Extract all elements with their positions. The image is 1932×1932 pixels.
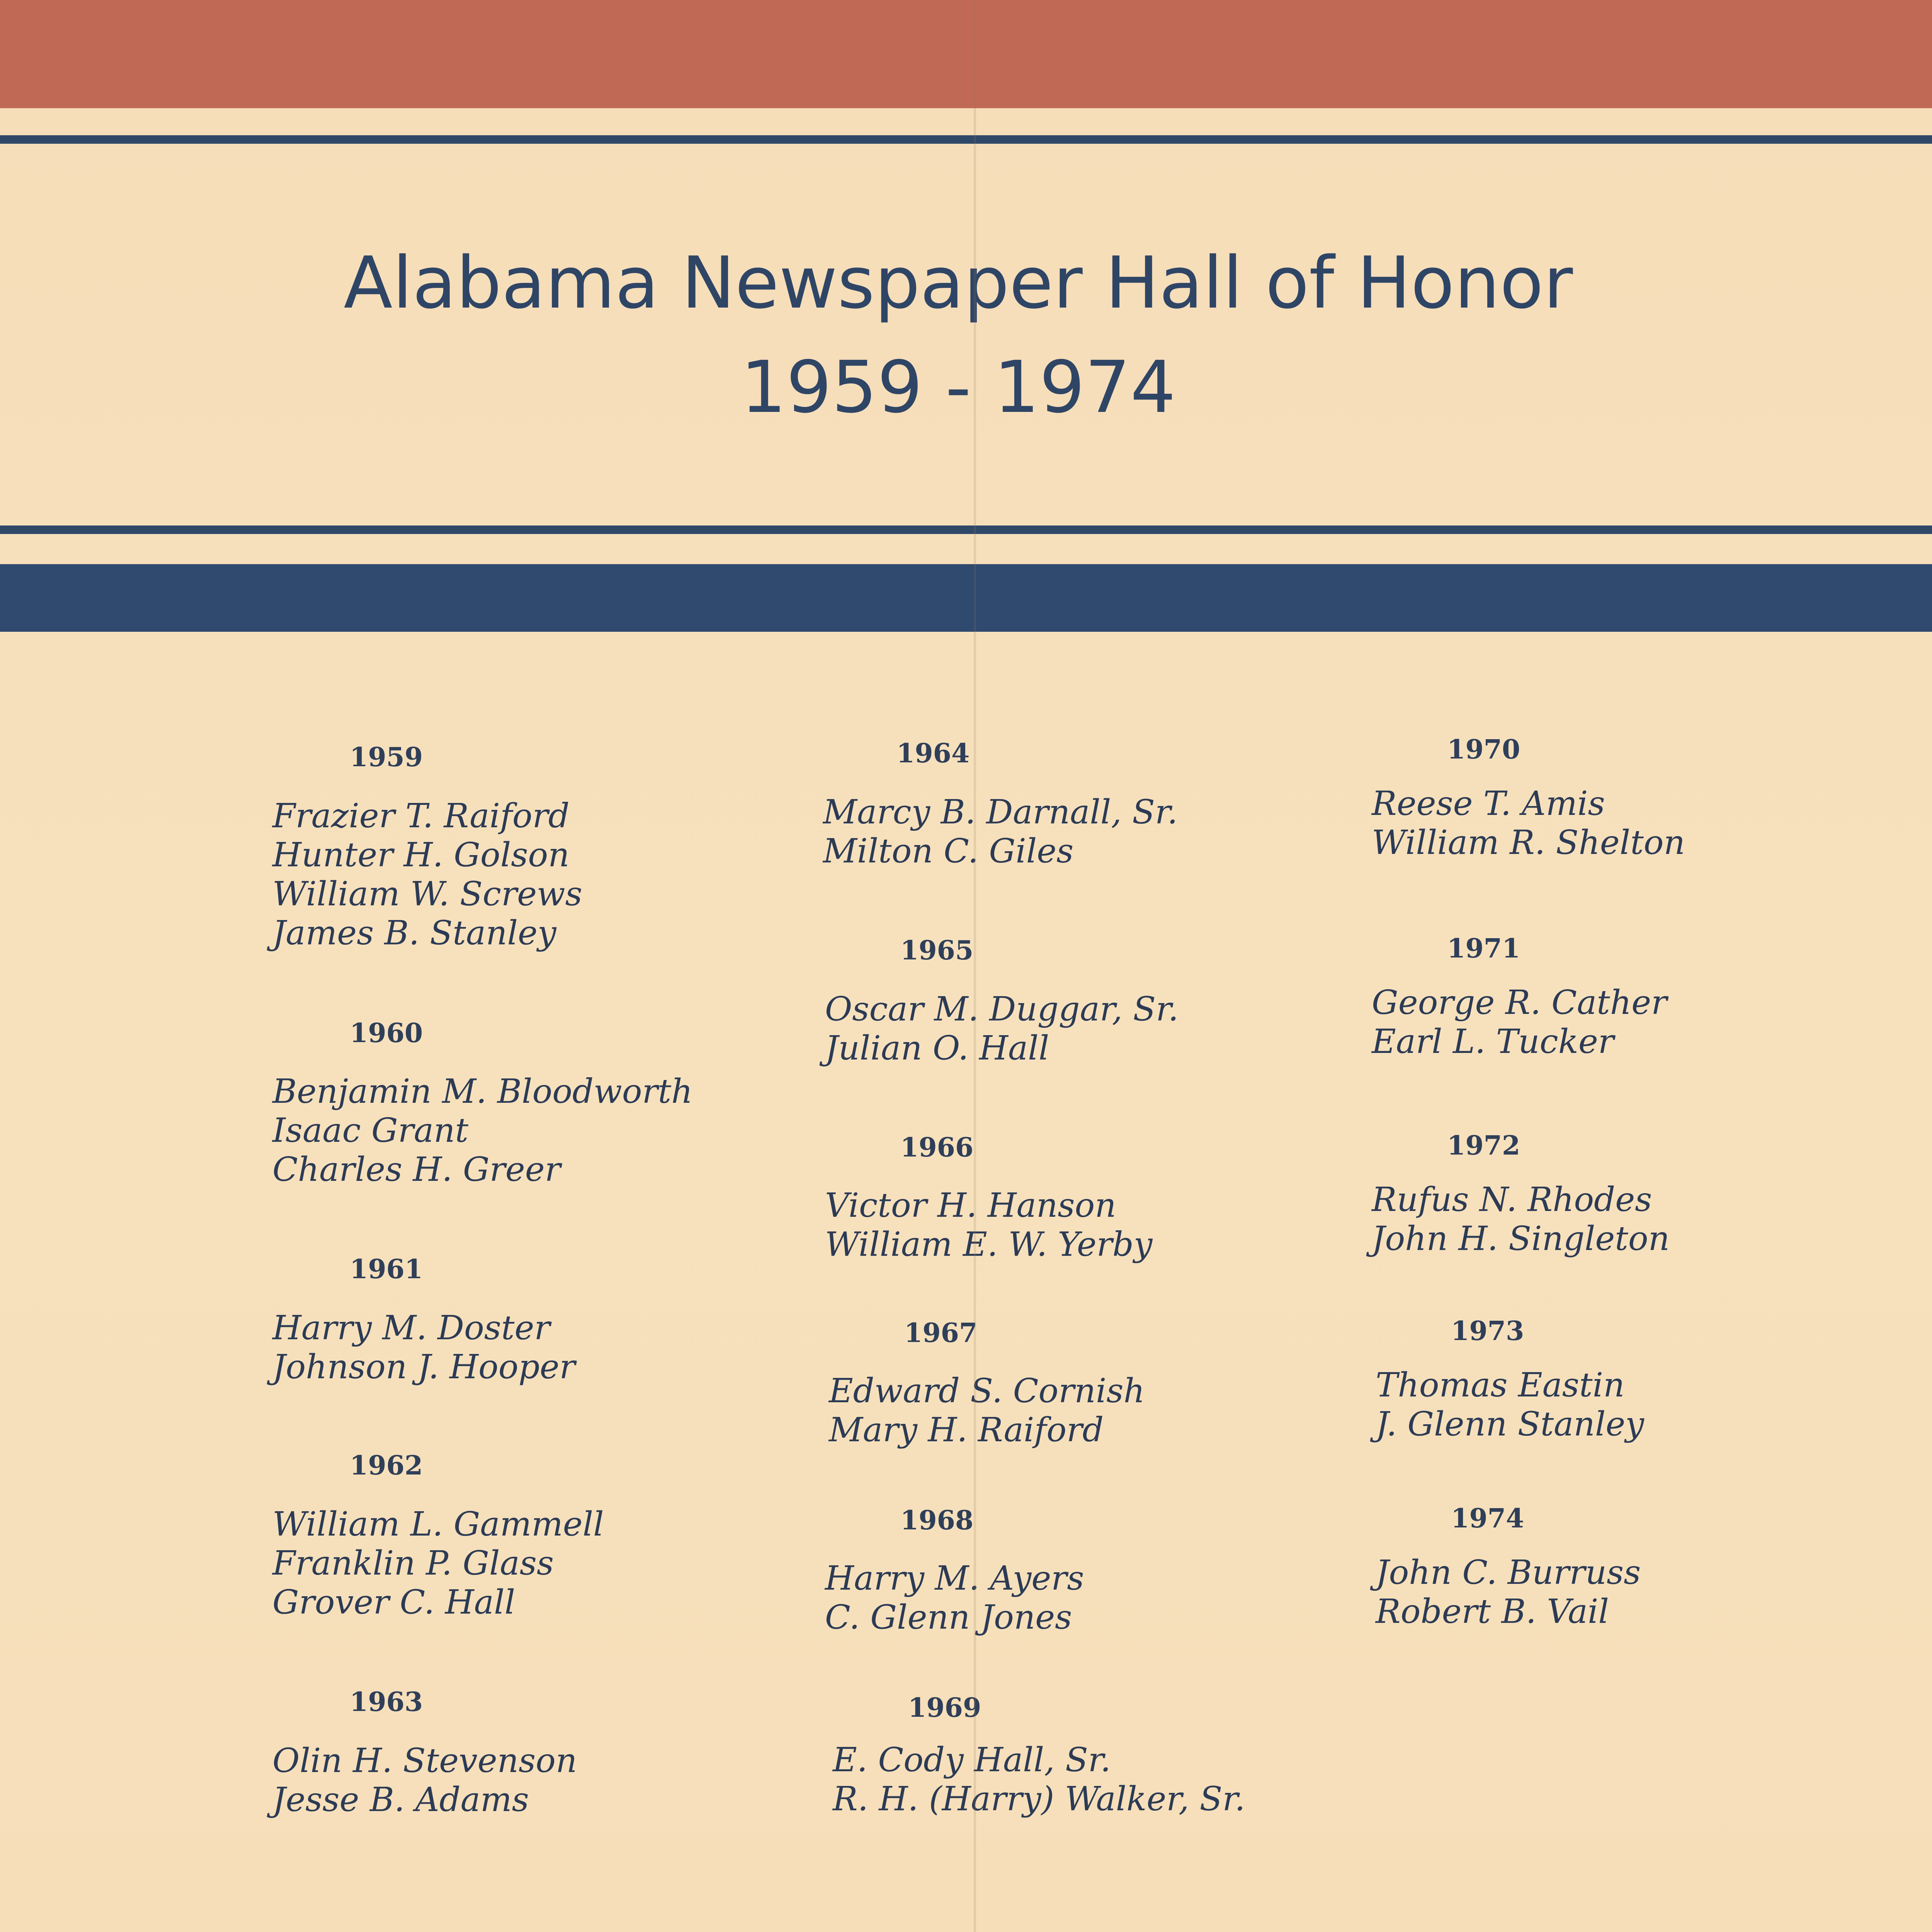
year-heading: 1963 bbox=[350, 1687, 423, 1718]
inductee-name: John H. Singleton bbox=[1372, 1219, 1670, 1258]
year-heading: 1961 bbox=[350, 1254, 423, 1285]
year-heading: 1965 bbox=[900, 935, 974, 966]
inductee-name: George R. Cather bbox=[1372, 983, 1667, 1022]
year-heading: 1974 bbox=[1451, 1503, 1524, 1534]
middle-rule bbox=[0, 526, 1932, 534]
inductee-name: William E. W. Yerby bbox=[825, 1225, 1153, 1264]
name-list bbox=[823, 793, 1178, 871]
inductee-name: Earl L. Tucker bbox=[1372, 1022, 1614, 1061]
name-list bbox=[825, 1186, 1153, 1264]
document-title: Alabama Newspaper Hall of Honor bbox=[344, 241, 1573, 325]
inductee-name: James B. Stanley bbox=[272, 914, 556, 952]
inductee-name: Milton C. Giles bbox=[823, 832, 1074, 871]
name-list bbox=[1376, 1366, 1644, 1444]
name-list bbox=[272, 797, 582, 953]
inductee-name: Harry M. Doster bbox=[272, 1309, 550, 1347]
year-heading: 1962 bbox=[350, 1450, 423, 1481]
year-heading: 1959 bbox=[350, 742, 423, 773]
year-heading: 1964 bbox=[896, 738, 970, 769]
inductee-name: William W. Screws bbox=[272, 875, 582, 913]
year-heading: 1969 bbox=[908, 1692, 981, 1723]
inductee-name: Victor H. Hanson bbox=[825, 1186, 1116, 1225]
year-heading: 1960 bbox=[350, 1018, 423, 1049]
inductee-name: Franklin P. Glass bbox=[272, 1544, 554, 1583]
inductee-name: William R. Shelton bbox=[1372, 823, 1685, 862]
top-rule bbox=[0, 135, 1932, 144]
inductee-name: Reese T. Amis bbox=[1372, 784, 1605, 823]
inductee-name: R. H. (Harry) Walker, Sr. bbox=[833, 1780, 1245, 1818]
inductee-name: J. Glenn Stanley bbox=[1376, 1405, 1644, 1444]
year-heading: 1970 bbox=[1447, 734, 1520, 765]
inductee-name: C. Glenn Jones bbox=[825, 1598, 1072, 1637]
inductee-name: Oscar M. Duggar, Sr. bbox=[825, 990, 1179, 1029]
inductee-name: William L. Gammell bbox=[272, 1505, 604, 1544]
name-list bbox=[829, 1372, 1145, 1450]
name-list bbox=[1376, 1553, 1641, 1631]
inductee-name: Thomas Eastin bbox=[1376, 1366, 1625, 1405]
name-list bbox=[272, 1072, 693, 1189]
inductee-name: John C. Burruss bbox=[1376, 1553, 1641, 1592]
paper-fold bbox=[974, 0, 976, 1932]
inductee-name: Robert B. Vail bbox=[1376, 1592, 1609, 1631]
name-list bbox=[825, 1559, 1084, 1637]
inductee-name: E. Cody Hall, Sr. bbox=[833, 1741, 1111, 1779]
inductee-name: Johnson J. Hooper bbox=[272, 1348, 575, 1386]
name-list bbox=[272, 1309, 575, 1387]
name-list bbox=[833, 1741, 1245, 1819]
year-heading: 1973 bbox=[1451, 1316, 1524, 1347]
name-list bbox=[272, 1505, 604, 1622]
year-heading: 1972 bbox=[1447, 1130, 1520, 1161]
inductee-name: Rufus N. Rhodes bbox=[1372, 1180, 1652, 1219]
inductee-name: Grover C. Hall bbox=[272, 1583, 515, 1622]
inductee-name: Charles H. Greer bbox=[272, 1150, 561, 1189]
name-list bbox=[272, 1742, 577, 1820]
inductee-name: Harry M. Ayers bbox=[825, 1559, 1084, 1598]
document-year-range: 1959 - 1974 bbox=[741, 345, 1176, 429]
inductee-name: Marcy B. Darnall, Sr. bbox=[823, 793, 1178, 832]
inductee-name: Hunter H. Golson bbox=[272, 836, 570, 874]
middle-blue-band bbox=[0, 564, 1932, 632]
inductee-name: Olin H. Stevenson bbox=[272, 1742, 577, 1780]
name-list bbox=[825, 990, 1179, 1068]
year-heading: 1968 bbox=[900, 1505, 974, 1536]
inductee-name: Isaac Grant bbox=[272, 1111, 469, 1150]
inductee-name: Edward S. Cornish bbox=[829, 1372, 1145, 1410]
year-heading: 1967 bbox=[904, 1318, 978, 1349]
year-heading: 1971 bbox=[1447, 933, 1520, 964]
name-list bbox=[1372, 784, 1685, 862]
inductee-name: Frazier T. Raiford bbox=[272, 797, 570, 835]
inductee-name: Jesse B. Adams bbox=[272, 1781, 529, 1819]
name-list bbox=[1372, 983, 1667, 1061]
inductee-name: Mary H. Raiford bbox=[829, 1411, 1104, 1449]
year-heading: 1966 bbox=[900, 1132, 974, 1163]
inductee-name: Julian O. Hall bbox=[825, 1029, 1049, 1068]
top-red-band bbox=[0, 0, 1932, 108]
inductee-name: Benjamin M. Bloodworth bbox=[272, 1072, 693, 1111]
name-list bbox=[1372, 1180, 1670, 1259]
